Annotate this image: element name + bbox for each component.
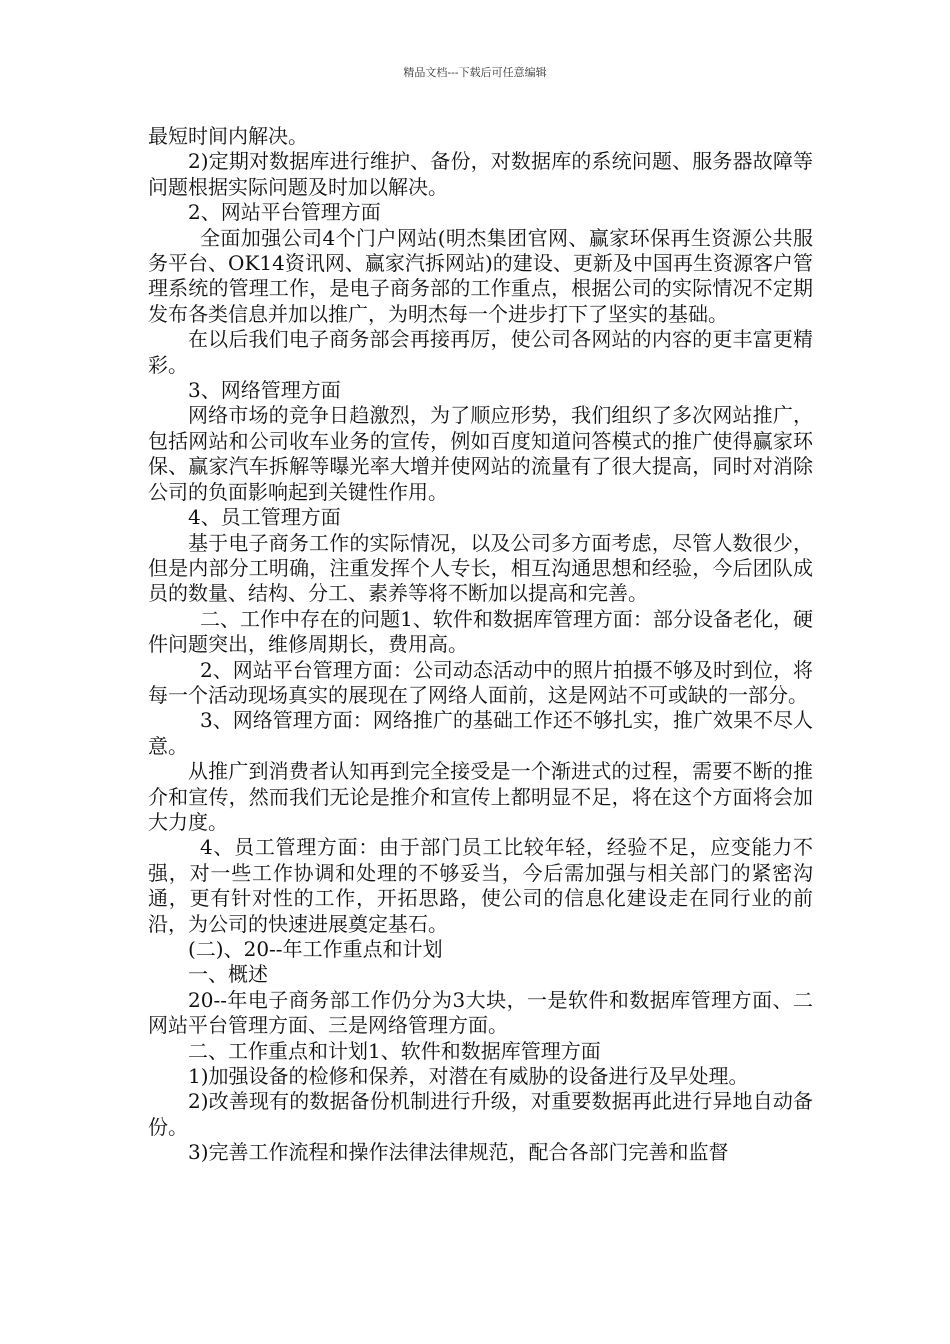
section-heading: 2、网站平台管理方面 xyxy=(188,200,381,225)
paragraph: 2)定期对数据库进行维护、备份，对数据库的系统问题、服务器故障等问题根据实际问题及时加以解决。 xyxy=(148,149,813,199)
paragraph: 全面加强公司4个门户网站(明杰集团官网、赢家环保再生资源公共服务平台、OK14资讯网、赢家汽拆网站)的建设、更新及中国再生资源客户管理系统的管理工作，是电子商务部的工作重点，根据公司的实际情况不定期发布各类信息并加以推广，为明杰每一个进步打下了坚实的基础。 xyxy=(148,225,813,326)
section-heading: 二、工作重点和计划1、软件和数据库管理方面 xyxy=(188,1038,601,1063)
paragraph: 3、网络管理方面：网络推广的基础工作还不够扎实，推广效果不尽人意。 xyxy=(148,708,813,758)
section-heading: 一、概述 xyxy=(188,962,268,987)
page-header: 精品文档---下载后可任意编辑 xyxy=(403,66,547,79)
paragraph: 20--年电子商务部工作仍分为3大块，一是软件和数据库管理方面、二网站平台管理方面、三是网络管理方面。 xyxy=(148,987,813,1038)
paragraph: 3)完善工作流程和操作法律法律规范，配合各部门完善和监督 xyxy=(188,1140,729,1165)
paragraph: 基于电子商务工作的实际情况，以及公司多方面考虑，尽管人数很少，但是内部分工明确，注重发挥个人专长，相互沟通思想和经验，今后团队成员的数量、结构、分工、素养等将不断加以提高和完善。 xyxy=(148,530,813,606)
paragraph: 二、工作中存在的问题1、软件和数据库管理方面：部分设备老化，硬件问题突出，维修周期长，费用高。 xyxy=(148,606,813,657)
paragraph: 4、员工管理方面：由于部门员工比较年轻，经验不足，应变能力不强，对一些工作协调和处理的不够妥当，今后需加强与相关部门的紧密沟通，更有针对性的工作，开拓思路，使公司的信息化建设走在同行业的前沿，为公司的快速进展奠定基石。 xyxy=(148,835,813,936)
paragraph: 2)改善现有的数据备份机制进行升级，对重要数据再此进行异地自动备份。 xyxy=(148,1089,813,1139)
section-heading: 4、员工管理方面 xyxy=(188,505,341,530)
paragraph: 从推广到消费者认知再到完全接受是一个渐进式的过程，需要不断的推介和宣传，然而我们无论是推介和宣传上都明显不足，将在这个方面将会加大力度。 xyxy=(148,759,813,834)
paragraph: 在以后我们电子商务部会再接再厉，使公司各网站的内容的更丰富更精彩。 xyxy=(148,327,813,377)
paragraph: 2、网站平台管理方面：公司动态活动中的照片拍摄不够及时到位，将每一个活动现场真实的展现在了网络人面前，这是网站不可或缺的一部分。 xyxy=(148,657,813,707)
paragraph: 最短时间内解决。 xyxy=(148,124,308,148)
section-heading: 3、网络管理方面 xyxy=(188,378,341,403)
paragraph: 1)加强设备的检修和保养，对潜在有威胁的设备进行及早处理。 xyxy=(188,1064,749,1089)
paragraph: 网络市场的竞争日趋激烈，为了顺应形势，我们组织了多次网站推广，包括网站和公司收车业务的宣传，例如百度知道问答模式的推广使得赢家环保、赢家汽车拆解等曝光率大增并使网站的流量有了很大提高，同时对消除公司的负面影响起到关键性作用。 xyxy=(148,403,813,504)
section-heading: (二)、20--年工作重点和计划 xyxy=(188,937,443,961)
document-body xyxy=(148,124,813,1166)
